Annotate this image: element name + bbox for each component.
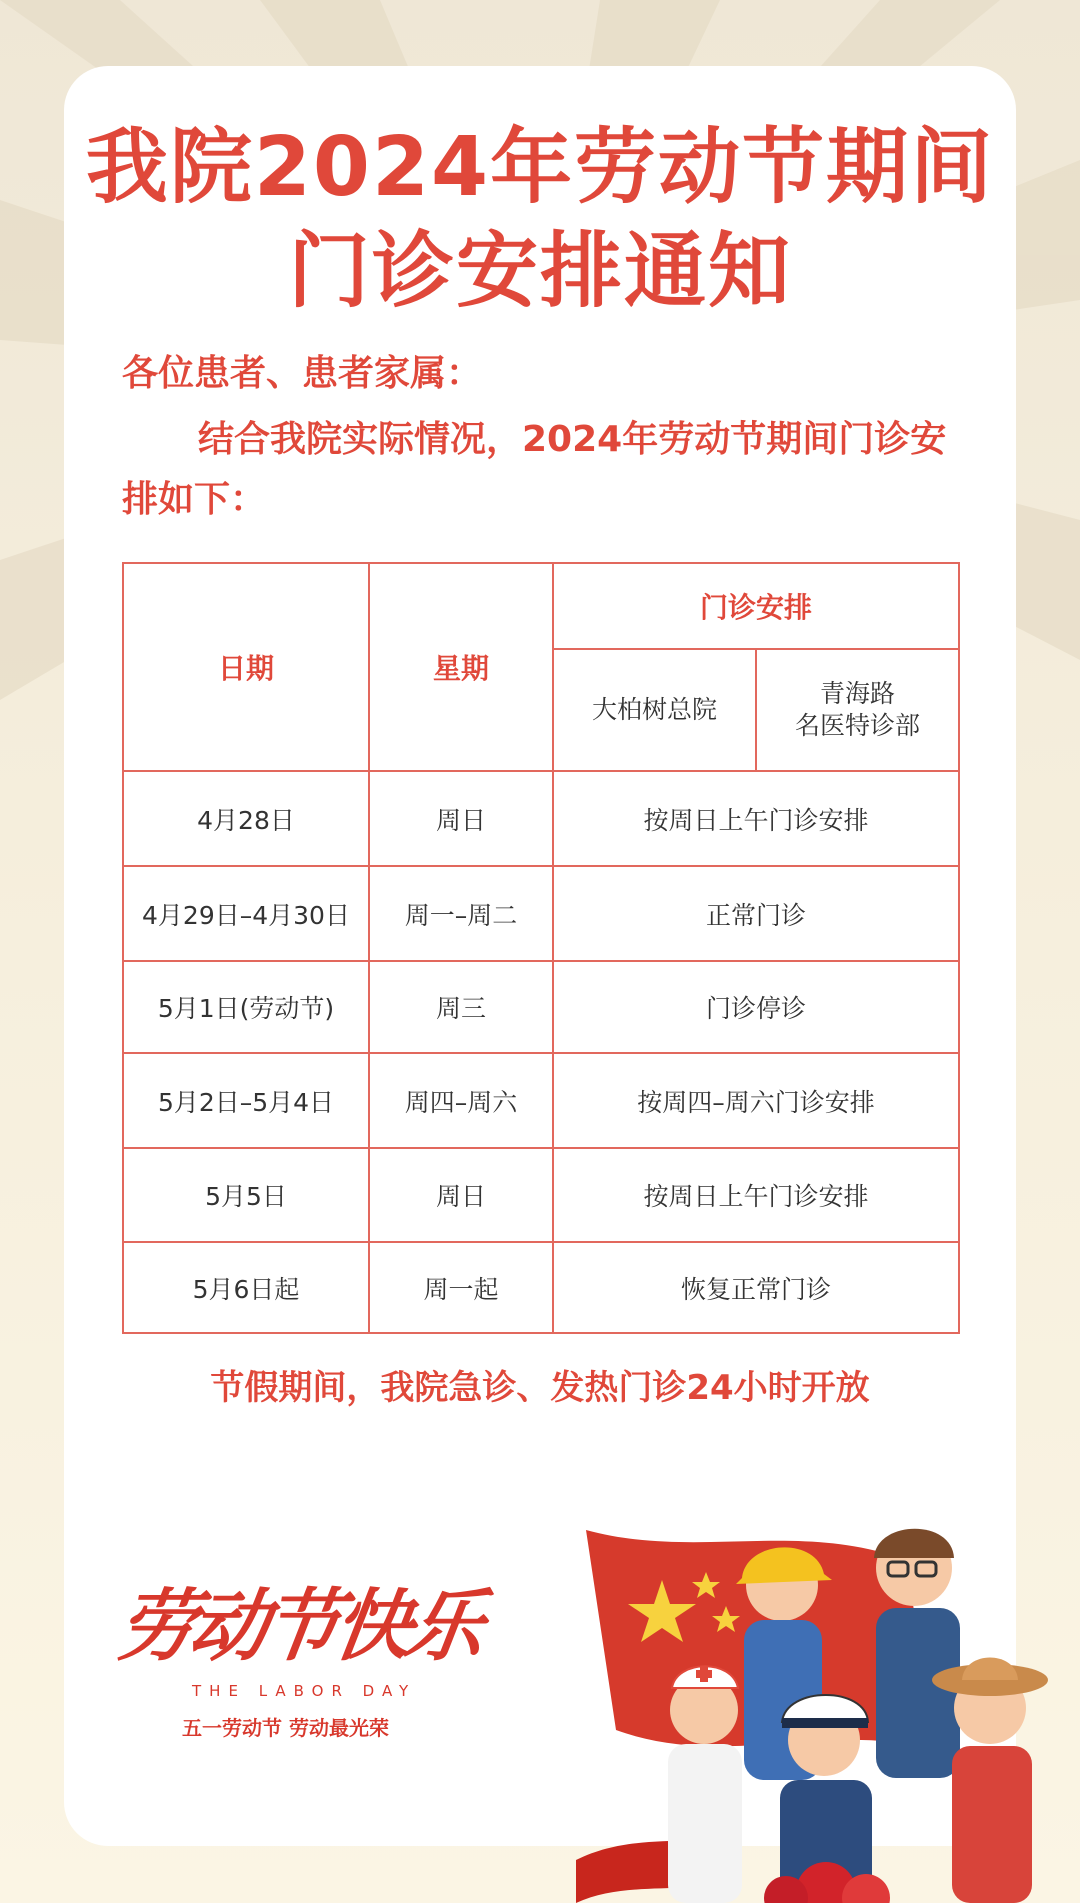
cell-weekday: 周一–周二 — [369, 866, 553, 961]
table-row — [123, 771, 959, 866]
header-branch-qinghailu — [756, 649, 959, 771]
festival-english: THE LABOR DAY — [192, 1682, 417, 1700]
header-weekday: 星期 — [369, 563, 553, 771]
page-title-line2: 门诊安排通知 — [287, 224, 792, 319]
table-row — [123, 1148, 959, 1242]
intro-text: 结合我院实际情况，2024年劳动节期间门诊安排如下： — [122, 419, 947, 520]
header-branch2-line1: 青海路 — [820, 679, 896, 708]
header-branch-dabaishu: 大柏树总院 — [553, 649, 756, 771]
cell-date: 4月29日–4月30日 — [123, 866, 369, 961]
cell-date: 5月5日 — [123, 1148, 369, 1242]
cell-date: 5月6日起 — [123, 1242, 369, 1333]
cell-date: 5月1日(劳动节) — [123, 961, 369, 1053]
table-row — [123, 1053, 959, 1148]
festival-title: 劳动节快乐 — [111, 1581, 485, 1672]
cell-weekday: 周三 — [369, 961, 553, 1053]
header-branch2-line2: 名医特诊部 — [795, 711, 921, 740]
emergency-notice: 节假期间，我院急诊、发热门诊24小时开放 — [210, 1368, 870, 1408]
cell-arrangement: 按周日上午门诊安排 — [553, 771, 959, 866]
cell-arrangement: 门诊停诊 — [553, 961, 959, 1053]
table-row — [123, 866, 959, 961]
cell-arrangement: 恢复正常门诊 — [553, 1242, 959, 1333]
table-row — [123, 1242, 959, 1333]
page-title-line1: 我院2024年劳动节期间 — [85, 120, 995, 215]
labor-day-logo — [111, 1581, 485, 1741]
cell-weekday: 周一起 — [369, 1242, 553, 1333]
cell-date: 5月2日–5月4日 — [123, 1053, 369, 1148]
table-row — [123, 961, 959, 1053]
cell-weekday: 周四–周六 — [369, 1053, 553, 1148]
header-date: 日期 — [123, 563, 369, 771]
header-schedule: 门诊安排 — [553, 563, 959, 649]
schedule-table — [122, 562, 960, 1334]
cell-arrangement: 按周日上午门诊安排 — [553, 1148, 959, 1242]
workers-illustration — [576, 1500, 1080, 1903]
cell-arrangement: 按周四–周六门诊安排 — [553, 1053, 959, 1148]
greeting-text: 各位患者、患者家属： — [122, 353, 483, 394]
cell-arrangement: 正常门诊 — [553, 866, 959, 961]
cell-weekday: 周日 — [369, 1148, 553, 1242]
festival-slogan: 五一劳动节 劳动最光荣 — [182, 1716, 389, 1740]
cell-date: 4月28日 — [123, 771, 369, 866]
cell-weekday: 周日 — [369, 771, 553, 866]
